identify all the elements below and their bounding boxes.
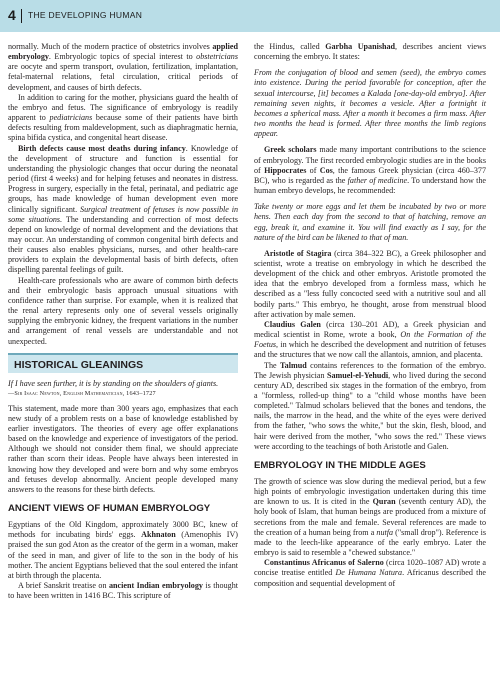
left-column xyxy=(8,42,238,601)
right-column xyxy=(254,42,486,589)
page-number: 4 xyxy=(8,7,16,23)
paragraph: Constantinus Africanus of Salerno (circa 1020–1087 AD) wrote a concise treatise entitled De Humana Natura. Africanus described the composition and sequential development of xyxy=(254,558,486,588)
epigraph-source: —Sir Isaac Newton, English Mathematician, 1643–1727 xyxy=(8,389,156,397)
paragraph: the Hindus, called Garbha Upanishad, describes ancient views concerning the embryo. It states: xyxy=(254,42,486,62)
paragraph: Aristotle of Stagira (circa 384–322 BC), a Greek philosopher and scientist, wrote a treatise on embryology in which he described the development of the chick and other embryos. Aristotle promoted the idea that the embryo developed from a formless mass, which he described as a "less fully concocted seed with a nutritive soul and all bodily parts." This embryo, he thought, arose from menstrual blood after activation by male semen. xyxy=(254,248,486,319)
header-rule xyxy=(0,32,500,34)
paragraph: A brief Sanskrit treatise on ancient Indian embryology is thought to have been written in 1416 BC. This scripture of xyxy=(8,581,238,601)
paragraph: In addition to caring for the mother, physicians guard the health of the embryo and fetus. The significance of embryology is readily apparent to pediatricians because some of their patients have birth defects resulting from maldevelopment, such as diaphragmatic hernia, spina bifida cystica, and congenital heart disease. xyxy=(8,92,238,143)
section-heading: EMBRYOLOGY IN THE MIDDLE AGES xyxy=(254,459,426,471)
section-heading: ANCIENT VIEWS OF HUMAN EMBRYOLOGY xyxy=(8,503,211,515)
header-separator xyxy=(21,9,22,23)
epigraph-quote: If I have seen further, it is by standing on the shoulders of giants. xyxy=(8,378,219,388)
paragraph: normally. Much of the modern practice of obstetrics involves applied embryology. Embryologic topics of special interest to obstetricians are oocyte and sperm transport, ovulation, fertilization, implantation, fetal-maternal relations, fetal circulation, critical periods of development, and causes of birth defects. xyxy=(8,42,238,92)
block-quote: From the conjugation of blood and semen (seed), the embryo comes into existence. During the period favorable for conception, after the sexual intercourse, [it] becomes a Kalada [one-day-old embryo]. After remaining seven nights, it becomes a vesicle. After a fortnight it becomes a spherical mass. After a month it becomes a firm mass. After two months the head is formed. After three months the limb regions appear. xyxy=(254,68,486,139)
section-heading: HISTORICAL GLEANINGS xyxy=(14,358,144,371)
block-quote: Take twenty or more eggs and let them be incubated by two or more hens. Then each day from the second to that of hatching, remove an egg, break it, and examine it. You will find exactly as I say, for the nature of the bird can be likened to that of man. xyxy=(254,202,486,242)
historical-gleanings-banner xyxy=(8,353,238,373)
paragraph: Greek scholars made many important contributions to the science of embryology. The first recorded embryologic studies are in the books of Hippocrates of Cos, the famous Greek physician (circa 460–377 BC), who is regarded as the father of medicine. To understand how the human embryo develops, he recommended: xyxy=(254,145,487,196)
paragraph: Birth defects cause most deaths during infancy. Knowledge of the development of structure and function is essential for understanding the physiologic changes that occur during the neonatal period (first 4 weeks) and for helping fetuses and neonates in distress. Progress in surgery, especially in the fetal, perinatal, and pediatric age groups, has made knowledge of human development even more clinically significant. Surgical treatment of fetuses is now possible in some situations. The understanding and correction of most defects depend on knowledge of normal development and the deviations that may occur. An understanding of common congenital birth defects and their causes also enables physicians, nurses, and other health-care providers to explain the developmental basis of birth defects, often dispelling parental feelings of guilt. xyxy=(8,143,238,275)
page-header xyxy=(0,0,500,34)
paragraph: Claudius Galen (circa 130–201 AD), a Greek physician and medical scientist in Rome, wrote a book, On the Formation of the Foetus, in which he described the development and nutrition of fetuses and the structures that we now call the allantois, amnion, and placenta. xyxy=(254,319,486,360)
paragraph: This statement, made more than 300 years ago, emphasizes that each new study of a problem rests on a base of knowledge established by earlier investigators. The theories of every age offer explanations based on the knowledge and experience of investigators of the period. Although we should not consider them final, we should appreciate rather than scorn their ideas. People have always been interested in knowing how they developed and were born and why some embryos and fetuses develop abnormally. Ancient people developed many answers to the reasons for these birth defects. xyxy=(8,403,238,494)
paragraph: Health-care professionals who are aware of common birth defects and their embryologic basis approach unusual situations with confidence rather than surprise. For example, when it is realized that the renal artery represents only one of several vessels originally supplying the embryonic kidney, the frequent variations in the number and arrangement of renal vessels are understandable and not unexpected. xyxy=(8,275,238,346)
paragraph: The Talmud contains references to the formation of the embryo. The Jewish physician Samuel-el-Yehudi, who lived during the second century AD, described six stages in the formation of the embryo, from a "formless, rolled-up thing" to a "child whose months have been completed." Talmud scholars believed that the bones and tendons, the nails, the marrow in the head, and the white of the eyes were derived from the father, "who sows the white," but the skin, flesh, blood, and hair were derived from the mother, "who sows the red." These views were according to the teachings of both Aristotle and Galen. xyxy=(254,360,486,451)
running-title: THE DEVELOPING HUMAN xyxy=(28,10,143,20)
paragraph: The growth of science was slow during the medieval period, but a few high points of embryologic investigation undertaken during this time are known to us. It is cited in the Quran (seventh century AD), the holy book of Islam, that human beings are produced from a mixture of secretions from the male and female. Several references are made to the creation of a human being from a nutfa ("small drop"). Reference is made to the leech-like appearance of the early embryo. Later the embryo is said to resemble a "chewed substance." xyxy=(254,476,487,558)
paragraph: Egyptians of the Old Kingdom, approximately 3000 BC, knew of methods for incubating birds' eggs. Akhnaton (Amenophis IV) praised the sun god Aton as the creator of the germ in a woman, maker of the seed in man, and giver of life to the son in the body of his mother. The ancient Egyptians believed that the soul entered the infant at birth through the placenta. xyxy=(8,520,239,580)
